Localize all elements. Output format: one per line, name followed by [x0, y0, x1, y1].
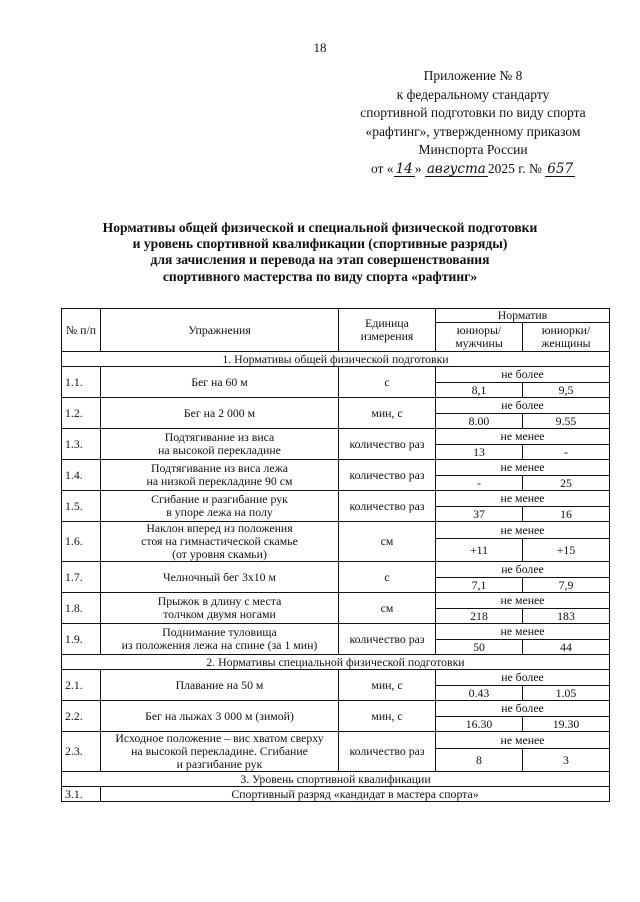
appendix-line: Приложение № 8 [423, 68, 523, 83]
unit: см [339, 593, 436, 624]
unit: с [339, 562, 436, 593]
value-women: 7,9 [523, 578, 610, 593]
value-women: 19.30 [523, 717, 610, 732]
value-women: 16 [523, 507, 610, 522]
table-row [62, 398, 610, 414]
value-women: 9,5 [523, 383, 610, 398]
appendix-line: спортивной подготовки по виду спорта [360, 105, 586, 121]
exercise-line: в упоре лежа на полу [166, 505, 273, 519]
exercise-line: стоя на гимнастической скамье [141, 534, 298, 548]
exercise-name [101, 562, 339, 593]
row-number: 2.1. [62, 670, 101, 701]
title-line: и уровень спортивной квалификации (спортивные разряды) [132, 236, 508, 252]
appendix-block [338, 67, 608, 179]
value-men: 8 [436, 749, 523, 772]
document-title [40, 220, 600, 285]
table-row [62, 624, 610, 640]
norms-table [61, 308, 610, 802]
row-number: 1.1. [62, 367, 101, 398]
unit: с [339, 367, 436, 398]
value-women: 183 [523, 609, 610, 624]
unit: количество раз [339, 491, 436, 522]
exercise-line: из положения лежа на спине (за 1 мин) [121, 638, 318, 652]
value-men: 218 [436, 609, 523, 624]
quote-close: » [414, 160, 422, 176]
page-number: 18 [313, 40, 327, 55]
exercise-line: толчком двумя ногами [163, 607, 276, 621]
norm-condition: не более [436, 670, 610, 686]
table-row [62, 522, 610, 539]
handwritten-order-number: 657 [547, 160, 574, 177]
norm-condition: не более [436, 562, 610, 578]
exercise-line: Бег на 2 000 м [183, 405, 256, 420]
header-norm: Норматив [436, 309, 610, 323]
exercise-name [101, 593, 339, 624]
appendix-line: к федеральному стандарту [396, 86, 550, 102]
exercise-name [101, 522, 339, 562]
exercise-name [101, 398, 339, 429]
exercise-name [101, 732, 339, 772]
norm-condition: не менее [436, 624, 610, 640]
exercise-line: на низкой перекладине 90 см [146, 474, 293, 488]
exercise-line: Подтягивание из виса лежа [150, 461, 288, 475]
appendix-line: «рафтинг», утвержденному приказом [365, 123, 581, 139]
title-line: Нормативы общей физической и специальной физической подготовки [102, 220, 538, 235]
section-row [62, 655, 610, 670]
unit: мин, с [339, 398, 436, 429]
norm-condition: не менее [436, 593, 610, 609]
date-prefix: от « [370, 160, 394, 176]
order-date-line [338, 160, 608, 179]
handwritten-day: 14 [395, 160, 413, 177]
unit: мин, с [339, 670, 436, 701]
row-number: 1.4. [62, 460, 101, 491]
row-number: 1.6. [62, 522, 101, 562]
section-title: 3. Уровень спортивной квалификации [62, 772, 610, 787]
exercise-line: и разгибание рук [176, 757, 263, 771]
value-women: +15 [523, 539, 610, 562]
table-row [62, 787, 610, 802]
row-number: 1.7. [62, 562, 101, 593]
unit: количество раз [339, 429, 436, 460]
exercise-line: Поднимание туловища [162, 625, 277, 639]
exercise-name [101, 367, 339, 398]
header-exercise: Упражнения [101, 309, 339, 352]
exercise-line: Сгибание и разгибание рук [151, 492, 288, 506]
exercise-line: Наклон вперед из положения [146, 521, 293, 535]
exercise-line: Прыжок в длину с места [157, 594, 282, 608]
exercise-line: Бег на 60 м [191, 374, 248, 389]
norm-condition: не менее [436, 732, 610, 749]
header-men: юниоры/ мужчины [436, 323, 523, 352]
table-row [62, 460, 610, 476]
value-women: 1.05 [523, 686, 610, 701]
exercise-name [101, 460, 339, 491]
section-title: 1. Нормативы общей физической подготовки [62, 352, 610, 367]
value-men: - [436, 476, 523, 491]
norm-condition: не менее [436, 429, 610, 445]
value-men: +11 [436, 539, 523, 562]
row-number: 1.2. [62, 398, 101, 429]
table-row [62, 593, 610, 609]
value-men: 16.30 [436, 717, 523, 732]
norm-condition: не более [436, 701, 610, 717]
value-women: 3 [523, 749, 610, 772]
section-row [62, 352, 610, 367]
table-row [62, 562, 610, 578]
value-men: 8,1 [436, 383, 523, 398]
title-line: спортивного мастерства по виду спорта «рафтинг» [162, 268, 478, 284]
norm-condition: не менее [436, 522, 610, 539]
table-header [62, 309, 610, 352]
exercise-line: на высокой перекладине. Сгибание [131, 744, 308, 758]
appendix-line: Минспорта России [418, 142, 528, 158]
exercise-line: Бег на лыжах 3 000 м (зимой) [145, 708, 294, 723]
row-number: 1.9. [62, 624, 101, 655]
exercise-line: Исходное положение – вис хватом сверху [115, 731, 324, 745]
exercise-line: на высокой перекладине [158, 443, 281, 457]
exercise-line: (от уровня скамьи) [172, 547, 267, 561]
handwritten-month: августа [426, 160, 486, 177]
row-number: 2.2. [62, 701, 101, 732]
order-year: 2025 г. № [487, 160, 542, 176]
unit: количество раз [339, 624, 436, 655]
table-body [62, 352, 610, 802]
value-men: 0.43 [436, 686, 523, 701]
value-women: - [523, 445, 610, 460]
value-women: 9.55 [523, 414, 610, 429]
value-women: 44 [523, 640, 610, 655]
row-number: 3.1. [62, 787, 101, 802]
unit: см [339, 522, 436, 562]
exercise-name [101, 624, 339, 655]
unit: количество раз [339, 460, 436, 491]
row-number: 2.3. [62, 732, 101, 772]
header-num: № п/п [62, 309, 101, 352]
unit: количество раз [339, 732, 436, 772]
table-row [62, 732, 610, 749]
exercise-name [101, 701, 339, 732]
section-row [62, 772, 610, 787]
table-row [62, 429, 610, 445]
table-row [62, 701, 610, 717]
table-row [62, 670, 610, 686]
row-number: 1.5. [62, 491, 101, 522]
value-men: 8.00 [436, 414, 523, 429]
norm-condition: не менее [436, 491, 610, 507]
norm-condition: не более [436, 367, 610, 383]
row-number: 1.8. [62, 593, 101, 624]
exercise-line: Челночный бег 3х10 м [162, 569, 276, 584]
table-row [62, 491, 610, 507]
exercise-line: Плавание на 50 м [175, 677, 264, 692]
table-row [62, 367, 610, 383]
value-men: 13 [436, 445, 523, 460]
exercise-name [101, 670, 339, 701]
title-line: для зачисления и перевода на этап совершенствования [150, 252, 490, 268]
norm-condition: не менее [436, 460, 610, 476]
value-men: 37 [436, 507, 523, 522]
value-men: 7,1 [436, 578, 523, 593]
unit: мин, с [339, 701, 436, 732]
exercise-line: Подтягивание из виса [164, 430, 275, 444]
row-number: 1.3. [62, 429, 101, 460]
norm-condition: не более [436, 398, 610, 414]
exercise-name [101, 491, 339, 522]
exercise-name [101, 429, 339, 460]
section-title: 2. Нормативы специальной физической подготовки [62, 655, 610, 670]
header-unit: Единица измерения [339, 309, 436, 352]
value-women: 25 [523, 476, 610, 491]
header-women: юниорки/ женщины [523, 323, 610, 352]
value-men: 50 [436, 640, 523, 655]
qualification-text: Спортивный разряд «кандидат в мастера спорта» [101, 787, 610, 802]
